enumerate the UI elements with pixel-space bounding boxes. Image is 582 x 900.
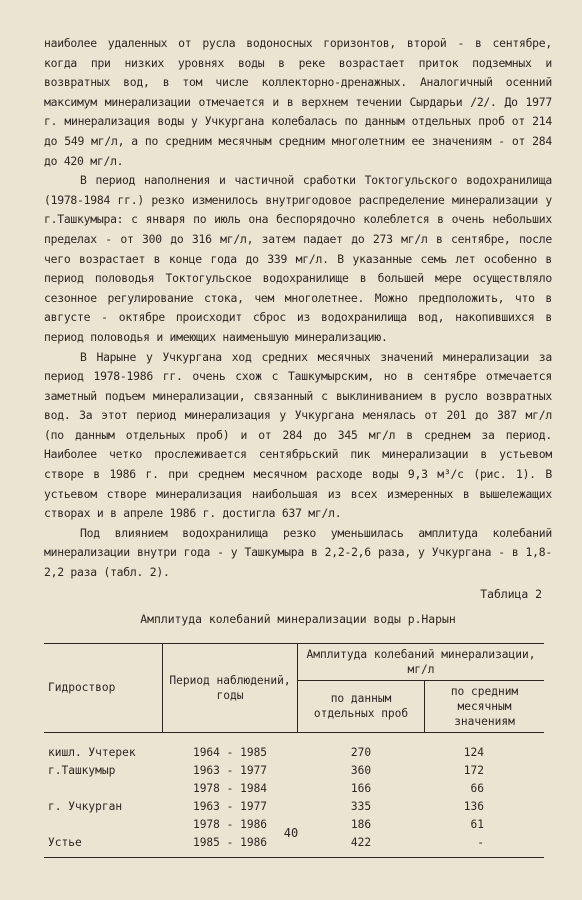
cell-period: 1985 - 1986 [163,834,298,858]
table-number: Таблица 2 [480,586,542,601]
table-row [44,780,544,798]
cell-single: 335 [350,799,372,813]
cell-period: 1963 - 1977 [192,763,268,777]
cell-period: 1978 - 1986 [192,817,268,831]
cell-station: г. Учкурган [48,799,123,813]
cell-single: 422 [298,834,425,858]
cell-period: 1963 - 1977 [192,799,268,813]
cell-mean: 66 [470,781,484,795]
header-period: Период наблюдений, годы [163,643,298,732]
cell-period: 1964 - 1985 [192,745,268,759]
cell-single: 360 [350,763,372,777]
cell-single: 186 [350,817,372,831]
header-monthly-means: по средним месячным значениям [425,680,545,732]
header-single-samples: по данным отдельных проб [298,680,425,732]
cell-single: 270 [350,745,372,759]
cell-mean: 61 [470,817,484,831]
cell-station: кишл. Учтерек [48,745,136,759]
table-row [44,732,544,762]
cell-mean: - [425,834,545,858]
cell-period: 1978 - 1984 [192,781,268,795]
paragraph-1: наиболее удаленных от русла водоносных горизонтов, второй - в сентябре, когда при низких уровнях воды в реке возрастает приток подземных и возвратных вод, в том числе коллекторно-дренажных. Аналогичный осенний максимум минерализации отмечается и в верхнем течении Сырдарьи /2/. До 1977 г. минерализация воды у Учкургана колебалась по данным отдельных проб от 214 до 549 мг/л, а по средним месячным средним многолетним ее значениям - от 284 до 420 мг/л. [44,36,552,168]
paragraph-4: Под влиянием водохранилища резко уменьшилась амплитуда колебаний минерализации внутри года - у Ташкумыра в 2,2-2,6 раза, у Учкургана - в 1,8-2,2 раза (табл. 2). [44,525,552,580]
cell-mean: 124 [463,745,484,759]
cell-station: г.Ташкумыр [48,763,116,777]
paragraph-2: В период наполнения и частичной сработки Токтогульского водохранилища (1978-1984 гг.) резко изменилось внутригодовое распределение минерализации у г.Ташкумыра: с января по июль она беспорядочно колеблется в очень небольших пределах - от 300 до 316 мг/л, затем падает до 273 мг/л в сентябре, после чего возрастает в конце года до 339 мг/л. В указанные семь лет особенно в период половодья Токтогульское водохранилище в большей мере осуществляло сезонное регулирование стока, чем многолетнее. Можно предположить, что в августе - октябре происходит сброс из водохранилища вод, накопившихся в период половодья и имеющих наименьшую минерализацию. [44,173,552,344]
cell-station: Устье [44,834,163,858]
table-row [44,798,544,816]
paragraph-3: В Нарыне у Учкургана ход средних месячных значений минерализации за период 1978-1986 гг. очень схож с Ташкумырским, но в сентябре отмечается заметный подъем минерализации, связанный с выклиниванием в русло возвратных вод. За этот период минерализация у Учкургана менялась от 201 до 387 мг/л (по данным отдельных проб) и от 284 до 345 мг/л в среднем за период. Наиболее четко прослеживается сентябрьский пик минерализации в устьевом створе в 1986 г. при среднем месячном расходе воды 9,3 м³/с (рис. 1). В устьевом створе минерализация наибольшая из всех измеренных в вышележащих створах и в апреле 1986 г. достигла 637 мг/л. [44,349,552,521]
cell-single: 166 [350,781,372,795]
page-number: 40 [283,826,299,840]
cell-mean: 136 [463,799,484,813]
header-station: Гидроствор [44,643,163,732]
header-amplitude: Амплитуда колебаний минерализации, мг/л [298,643,545,680]
table-title: Амплитуда колебаний минерализации воды р.Нарын [140,611,456,626]
cell-mean: 172 [463,763,484,777]
cell-station [44,780,163,798]
table-row [44,762,544,780]
